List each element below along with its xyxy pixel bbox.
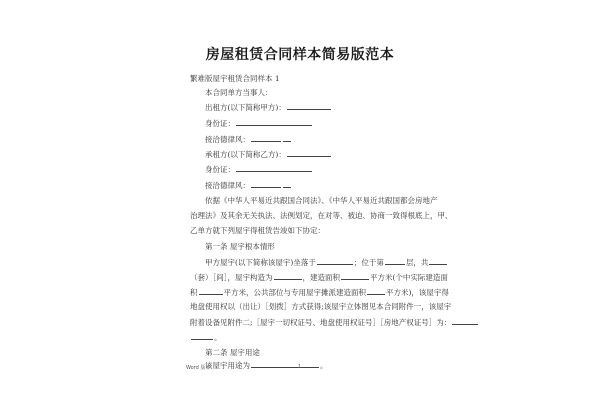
article1-line1 <box>205 257 448 267</box>
para1-line1: 依据《中华人平易近共跟国合同法》、《中华人平易近共跟国都会房地产 <box>205 196 438 205</box>
para1-line3: 乙单方就下列屋宇得租赁告竣如下协定： <box>190 226 325 235</box>
lessee-line <box>205 149 332 159</box>
art1-l1-b: ；位于第 <box>353 258 384 267</box>
agent1-blank-b <box>283 134 291 142</box>
article2-line1 <box>205 360 328 370</box>
agent2-blank-a <box>251 180 281 188</box>
art2-l1-a: 该屋宇用途为 <box>205 361 250 370</box>
id1-line <box>205 118 313 128</box>
lessor-label: 出租方(以下简称甲方)： <box>205 103 286 112</box>
certificate-blank <box>452 317 478 325</box>
certificate-blank-2 <box>191 332 213 340</box>
actual-area-blank <box>199 287 223 295</box>
page-number: 1 <box>298 364 302 370</box>
parties-intro: 本合同单方当事人： <box>205 88 273 97</box>
para1-line2: 治理法》及其余无关执法、法例划定，在对等、被迫、协商一致得根底上，甲、 <box>190 211 453 220</box>
shared-area-blank <box>367 287 385 295</box>
agent2-label: 接洽德律风： <box>205 181 250 190</box>
id1-label: 身份证： <box>205 119 235 128</box>
document-title: 房屋租赁合同样本简易版范本 <box>205 47 395 63</box>
art1-l1-c: 层，共 <box>405 258 429 267</box>
article2-title: 第二条 屋宇用途 <box>205 348 260 357</box>
art1-l1-a: 甲方屋宇(以下简称该屋宇)坐落于 <box>205 258 316 267</box>
art1-l3-a: 积 <box>190 288 198 297</box>
agent2-line <box>205 180 292 190</box>
art1-l2-a: （套）［间］，屋宇构造为 <box>190 273 273 282</box>
art1-l3-c: 平方米)，该屋宇得 <box>386 288 449 297</box>
lessee-label: 承租方(以下简称乙方)： <box>205 150 286 159</box>
id2-label: 身份证： <box>205 165 235 174</box>
total-floors-blank <box>429 257 447 265</box>
lessee-blank <box>287 149 331 157</box>
article1-line2 <box>190 272 448 282</box>
agent1-label: 接洽德律风： <box>205 135 250 144</box>
footer-label: Word 版本 <box>186 365 211 371</box>
art1-l5-a: 附着设备见附件二;［屋宇一切权证号、地盘使用权证号］［房地产权证号］为： <box>190 318 452 327</box>
article1-line3 <box>190 287 449 297</box>
structure-blank <box>274 272 302 280</box>
lessor-line <box>205 102 332 112</box>
art1-l2-c: 平方米(个中实际建造面 <box>370 273 448 282</box>
article1-line5 <box>190 317 479 327</box>
art1-l2-b: ，建造面积 <box>302 273 340 282</box>
area-blank <box>341 272 369 280</box>
article1-line4: 地盘使用权以（出让）［划拨］方式获得;该屋宇立体图见本合同附件一，该屋宇 <box>190 302 452 311</box>
floor-blank <box>385 257 405 265</box>
agent1-line <box>205 134 292 144</box>
subtitle: 繁难版屋宇租赁合同样本 1 <box>190 74 280 83</box>
usage-blank <box>251 360 319 368</box>
art2-l1-b: 。 <box>320 361 328 370</box>
id2-line <box>205 164 313 174</box>
article1-title: 第一条 屋宇根本情形 <box>205 242 275 251</box>
agent1-blank-a <box>251 134 281 142</box>
art1-l3-b: 平方米，公共部位与专用屋宇摊派建造面积 <box>223 288 366 297</box>
article1-line6 <box>190 332 222 342</box>
lessor-blank <box>287 102 331 110</box>
location-blank <box>317 257 353 265</box>
id1-blank <box>236 118 312 126</box>
art1-l6: 。 <box>214 333 222 342</box>
id2-blank <box>236 164 312 172</box>
agent2-blank-b <box>283 180 291 188</box>
